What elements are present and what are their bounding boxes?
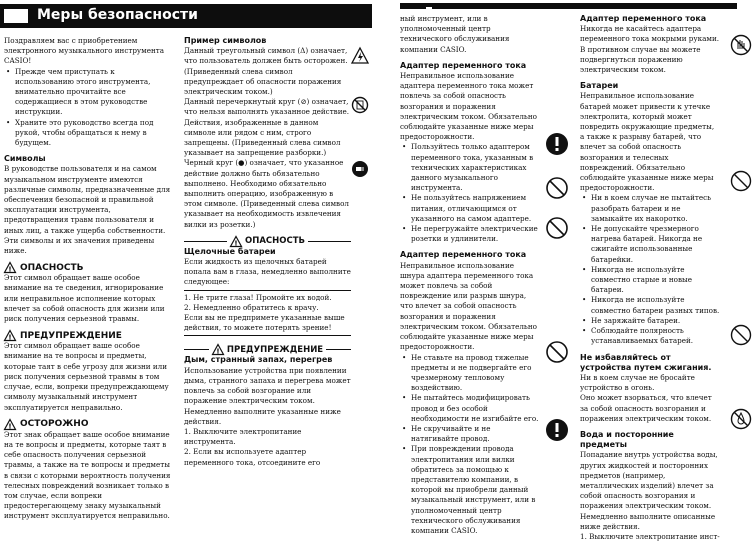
examples-text-3: Черный круг (●) означает, что указанное действие должно быть обязательно выполнено. Необходимо обязательно выполнить операцию, изображенную в этом символе. (Приведенный слева символ указывает на необходимость извлечения вилки из розетки.) (184, 158, 350, 229)
warning-triangle-icon (230, 236, 242, 247)
water-step: 1. Выключите электропитание инст- (580, 531, 720, 541)
list-item: • Никогда не используйте совместно батареи разных типов. (591, 295, 720, 315)
mandatory-action-icon (545, 418, 569, 442)
intro-bullet: • Прежде чем приступать к использованию этого инструмента, внимательно прочитайте все содержащиеся в этом руководстве инструкции. (15, 67, 171, 118)
header-box-decoration (426, 7, 432, 11)
danger-rule-heading (184, 236, 351, 247)
danger-text: Этот символ обращает ваше особое внимание на те сведения, игнорирование или неправильное исполнение которых влечет за собой опасность для жизни или риск получения серьезной травмы. (4, 273, 165, 324)
ac1-heading: Адаптер переменного тока (400, 60, 527, 70)
alkaline-text: Если жидкость из щелочных батарей попала вам в глаза, немедленно выполните следующее: (184, 257, 351, 287)
danger2-heading: ОПАСНОСТЬ (245, 236, 306, 247)
svg-text:!: ! (8, 265, 12, 274)
batteries-text: Неправильное использование батарей может привести к утечке электролита, который может повредить окружающие предметы, а также к разрыву батарей, что влечет за собой опасность возгорания и телесных повреждений. Обязательно соблюдайте указанные ниже меры предосторожности. (580, 91, 715, 193)
electric-shock-triangle-icon (351, 47, 369, 65)
caution-text: Этот знак обращает ваше особое внимание на те вопросы и предметы, которые таят в себе опасность получения серьезной травмы, а также на те вопросы и предметы в связи с которыми вероятность получения телесных повреждений возникает только в том случае, если вопреки предостерегающему знаку музыкальный инструмент эксплуатируется неправильно. (4, 429, 171, 521)
svg-text:!: ! (8, 333, 12, 342)
alkaline-heading: Щелочные батареи (184, 246, 276, 256)
batteries-heading: Батареи (580, 81, 619, 91)
no-wet-hands-icon (730, 34, 752, 56)
water-heading: Вода и посторонние предметы (580, 429, 674, 450)
svg-text:!: ! (234, 239, 238, 248)
page-title: Меры безопасности (37, 7, 198, 23)
batteries-bullets (580, 193, 720, 346)
list-item: • Никогда не используйте совместно старые и новые батареи. (591, 265, 720, 296)
prohibited-icon (545, 216, 569, 240)
unplug-black-circle-icon (351, 160, 369, 178)
warning2-heading: ПРЕДУПРЕЖДЕНИЕ (226, 344, 324, 355)
examples-heading: Пример символов (184, 36, 267, 45)
list-item: • Не пользуйтесь напряжением питания, отличающимся от указанного на самом адаптере. (411, 193, 540, 224)
ac2-bullets (400, 353, 540, 537)
list-item: • Не перегружайте электрические розетки и удлинители. (411, 224, 540, 244)
right-column-2 (580, 14, 720, 542)
symbols-text: В руководстве пользователя и на самом музыкальном инструменте имеются различные символы, предназначенные для обеспечения безопасной и правильной эксплуатации инструмента, предотвращения травм пользователя и иных лиц, а также ущерба собственности. Эти символы и их значения приведены ниже. (4, 164, 171, 256)
list-item: • Не заряжайте батареи. (591, 316, 720, 326)
warning-triangle-icon (4, 330, 16, 341)
list-item: • Ни в коем случае не пытайтесь разобрать батареи и не замыкайте их накоротко. (591, 193, 720, 224)
prohibited-icon (545, 176, 569, 200)
intro-bullets (4, 67, 171, 149)
warning-triangle-icon (4, 419, 16, 430)
warning-text: Этот символ обращает ваше особое внимание на те вопросы и предметы, которые таят в себе угрозу для жизни или риск получения серьезной травмы в том случае, если, вопреки предупреждающему символу музыкальный инструмент эксплуатируется неправильно. (4, 341, 169, 412)
continued-text: ный инструмент, или в уполномоченный центр технического обслуживания компании CASIO. (400, 14, 510, 54)
list-item: • Не скручивайте и не натягивайте провод. (411, 424, 540, 444)
list-item: • Не допускайте чрезмерного нагрева батарей. Никогда не сжигайте использованные батарейки. (591, 224, 720, 265)
warning-triangle-icon (4, 262, 16, 273)
prohibited-icon (730, 170, 752, 192)
right-header-bar (400, 3, 737, 9)
mandatory-action-icon (545, 132, 569, 156)
page-gutter (372, 0, 380, 475)
list-item: • Пользуйтесь только адаптером переменного тока, указанным в технических характеристиках данного музыкального инструмента. (411, 142, 540, 193)
prohibited-icon (545, 340, 569, 364)
ac1-text: Неправильное использование адаптера переменного тока может повлечь за собой опасность возгорания и поражения электрическим током. Обязательно соблюдайте указанные ниже меры предосторожности. (400, 71, 537, 142)
left-column-2 (184, 36, 351, 468)
prohibited-icon (730, 324, 752, 346)
left-page (0, 0, 372, 521)
svg-text:!: ! (8, 422, 12, 431)
section-header-bar (0, 4, 372, 28)
alkaline-step: 1. Не трите глаза! Промойте их водой. (184, 292, 332, 302)
caution-heading-row (4, 419, 171, 430)
warning-triangle-icon (212, 344, 224, 355)
danger-heading-row (4, 262, 171, 273)
no-liquids-icon (730, 408, 752, 430)
smoke-step: 2. Если вы используете адаптер переменного тока, отсоедините его (184, 447, 321, 467)
list-item: • При повреждении провода электропитания или вилки обратитесь за помощью к представителю компании, в которой вы приобрели данный музыкальный инструмент, или в уполномоченный центр технического обслуживания компании CASIO. (411, 444, 540, 536)
danger-heading: ОПАСНОСТЬ (20, 262, 84, 273)
fire-text-2: Оно может взорваться, что влечет за собой опасность возгорания и поражения электрическим током. (580, 393, 712, 423)
list-item: • Не пытайтесь модифицировать провод и без особой необходимости не изгибайте его. (411, 393, 540, 424)
header-box-decoration (4, 9, 28, 23)
smoke-heading: Дым, странный запах, перегрев (184, 355, 333, 365)
intro-bullet: • Храните это руководство всегда под рукой, чтобы обращаться к нему в будущем. (15, 118, 171, 149)
list-item: • Не ставьте на провод тяжелые предметы и не подвергайте его чрезмерному тепловому воздействию. (411, 353, 540, 394)
smoke-step: 1. Выключите электропитание инструмента. (184, 426, 302, 447)
fire-text-1: Ни в коем случае не бросайте устройство в огонь. (580, 372, 695, 393)
water-text: Попадание внутрь устройства воды, других жидкостей и посторонних предметов (например, металлических изделий) влечет за собой опасность возгорания и поражения электрическим током. Немедленно выполните описанные ниже действия. (580, 450, 718, 531)
smoke-text: Использование устройства при появлении дыма, странного запаха и перегрева может повлечь за собой возгорание или поражение электрическим током. Немедленно выполните указанные ниже действия. (184, 365, 351, 426)
symbols-heading: Символы (4, 154, 46, 164)
right-page (380, 0, 755, 541)
ac2-heading: Адаптер переменного тока (400, 250, 527, 260)
warning-rule-heading (184, 344, 351, 355)
warning-heading-row (4, 330, 171, 341)
examples-text-2: Данный перечеркнутый круг (⊘) означает, что нельзя выполнять указанное действие. Действия, изображенные в данном символе или рядом с ним, строго запрещены. (Приведенный слева символ указывает на запрещение разборки.) (184, 97, 350, 158)
alkaline-after: Если вы не предпримете указанные выше действия, то можете потерять зрение! (184, 313, 345, 333)
ac1-bullets (400, 142, 540, 244)
no-disassembly-icon (351, 96, 369, 114)
left-column-1 (4, 36, 171, 522)
warning-heading: ПРЕДУПРЕЖДЕНИЕ (20, 330, 122, 341)
svg-text:!: ! (216, 347, 220, 356)
ac3-heading: Адаптер переменного тока (580, 14, 707, 23)
ac3-text: Никогда не касайтесь адаптера переменного тока мокрыми руками. В противном случае вы можете подвергнуться поражению электрическим током. (580, 24, 720, 75)
intro-text: Поздравляем вас с приобретением электронного музыкального инструмента CASIO! (4, 36, 165, 66)
fire-heading: Не избавляйтесь от устройства путем сжигания. (580, 352, 712, 372)
ac2-text: Неправильное использование шнура адаптера переменного тока может повлечь за собой повреждение или разрыв шнура, что влечет за собой опасность возгорания и поражения электрическим током. Обязательно соблюдайте указанные ниже меры предосторожности. (400, 260, 537, 352)
caution-heading: ОСТОРОЖНО (20, 419, 89, 430)
list-item: • Соблюдайте полярность устанавливаемых батарей. (591, 326, 720, 346)
alkaline-step: 2. Немедленно обратитесь к врачу. (184, 302, 319, 312)
examples-text-1: Данный треугольный символ (Δ) означает, что пользователь должен быть осторожен. (Приведенный слева символ предупреждает об опасности поражения электрическим током.) (184, 46, 348, 97)
right-column-1 (400, 14, 540, 536)
